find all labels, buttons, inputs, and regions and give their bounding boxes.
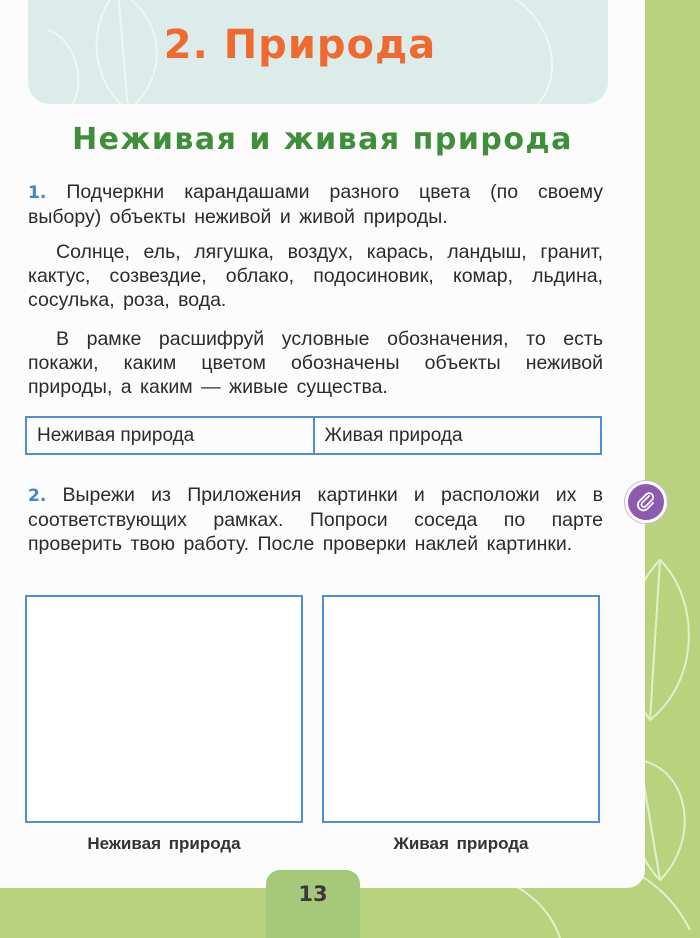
task1-number: 1. [28, 183, 47, 203]
frame-label-nonliving: Неживая природа [87, 834, 241, 853]
task1-instruction-text: Подчеркни карандашами разного цвета (по своему выбору) объекты неживой и живой природы. [28, 181, 604, 228]
frame-label-living: Живая природа [393, 834, 529, 853]
section-title: Неживая и живая природа [72, 122, 573, 157]
task1-word-list: Солнце, ель, лягушка, воздух, карась, ландыш, гранит, кактус, созвездие, облако, подосиновик, комар, льдина, сосулька, роза, вода. [28, 241, 603, 311]
task1-legend-instruction: В рамке расшифруй условные обозначения, то есть покажи, каким цветом обозначены объекты неживой природы, а каким — живые существа. [28, 328, 603, 398]
legend-cell-living[interactable]: Живая природа [313, 418, 601, 453]
paperclip-button[interactable] [625, 481, 667, 523]
paperclip-icon [634, 490, 658, 514]
page-number: 13 [298, 882, 328, 906]
chapter-title: 2. Природа [163, 22, 437, 68]
task2-number: 2. [28, 486, 47, 506]
frame-nonliving[interactable] [25, 595, 303, 823]
frame-living[interactable] [322, 595, 600, 823]
task2-instruction-text: Вырежи из Приложения картинки и расположи их в соответствующих рамках. Попроси соседа по парте проверить твою работу. После проверки наклей картинки. [28, 484, 604, 555]
task1-instruction [28, 180, 603, 229]
color-legend-table [25, 416, 602, 455]
task2-instruction [28, 483, 603, 556]
legend-cell-nonliving[interactable]: Неживая природа [37, 425, 195, 446]
